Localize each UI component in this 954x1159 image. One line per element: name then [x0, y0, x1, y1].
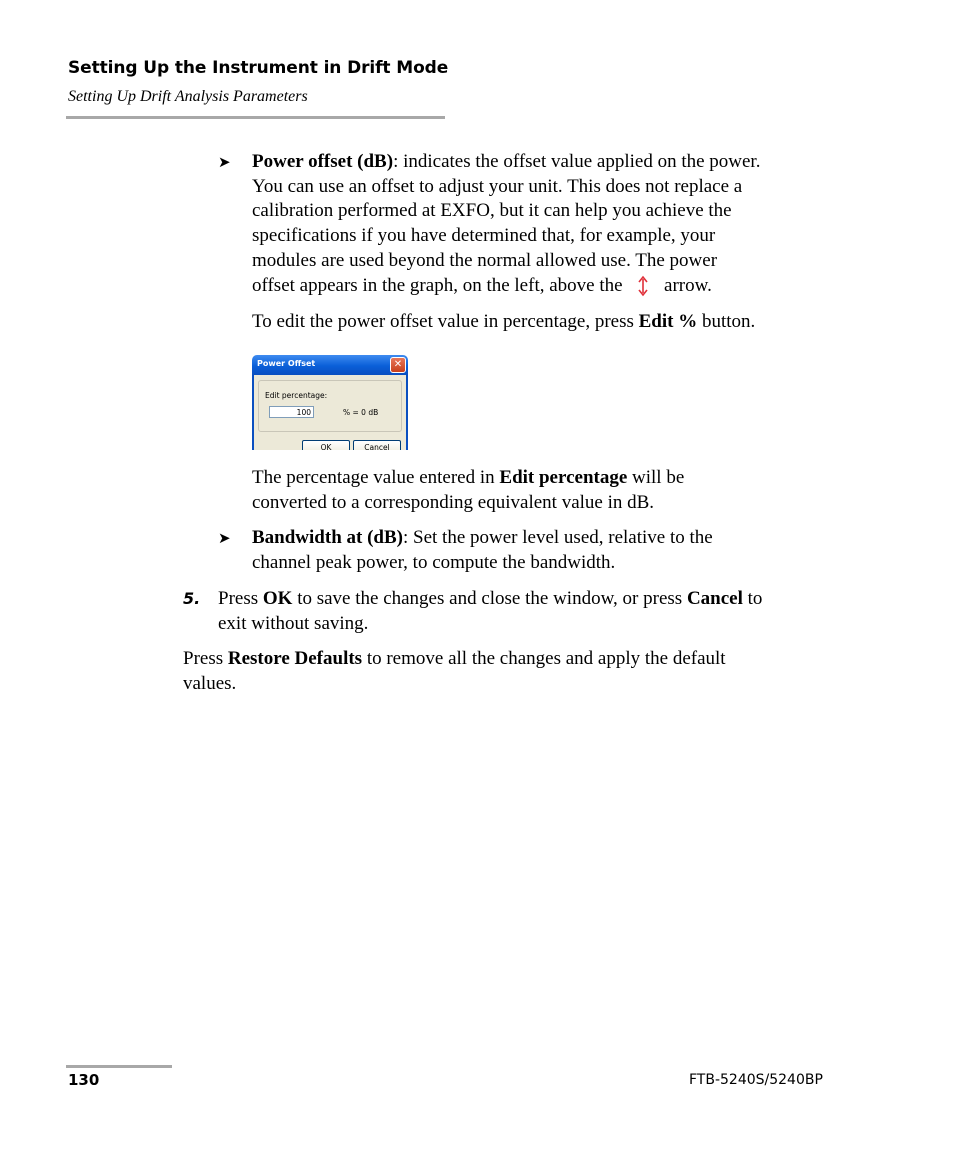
edit-percentage-label: Edit percentage: — [265, 391, 328, 400]
step-number: 5. — [183, 589, 201, 608]
bullet-arrow-icon: ➤ — [218, 531, 231, 547]
power-offset-item: Power offset (dB): indicates the offset value applied on the power. You can use an offset to adjust your unit. This does not replace a calibration performed at EXFO, but it can help you achieve the specifications if you have determined that, for example, your modules are used beyond the normal allowed use. The power offset appears in the graph, on the left, above the arrow. — [252, 151, 761, 296]
edit-percentage-input[interactable]: 100 — [269, 406, 314, 418]
bandwidth-item: Bandwidth at (dB): Set the power level used, relative to the channel peak power, to compute the bandwidth. — [252, 527, 713, 573]
dialog-titlebar — [252, 355, 408, 375]
edit-percent-note: To edit the power offset value in percentage, press Edit % button. — [252, 311, 756, 332]
dialog-title: Power Offset — [257, 359, 316, 368]
dialog-group-box — [258, 380, 402, 432]
step-5-text: Press OK to save the changes and close the window, or press Cancel to exit without saving. — [218, 588, 763, 634]
bandwidth-term: Bandwidth at (dB) — [252, 527, 403, 548]
page-number: 130 — [68, 1071, 100, 1089]
dialog-body — [252, 375, 408, 450]
header-divider — [66, 116, 445, 119]
vertical-double-arrow-icon — [631, 274, 655, 298]
percent-unit-readout: % = 0 dB — [343, 408, 379, 417]
power-offset-dialog — [252, 355, 408, 450]
section-title: Setting Up the Instrument in Drift Mode — [68, 58, 449, 78]
close-icon[interactable]: ✕ — [390, 357, 406, 373]
cancel-button[interactable]: Cancel — [353, 440, 401, 450]
bullet-arrow-icon: ➤ — [218, 155, 231, 171]
section-subtitle: Setting Up Drift Analysis Parameters — [68, 88, 308, 105]
product-model: FTB-5240S/5240BP — [689, 1072, 823, 1088]
footer-divider — [66, 1065, 172, 1068]
restore-defaults-text: Press Restore Defaults to remove all the changes and apply the default values. — [183, 648, 726, 694]
ok-button[interactable]: OK — [302, 440, 350, 450]
power-offset-term: Power offset (dB) — [252, 151, 394, 172]
percentage-note: The percentage value entered in Edit percentage will be converted to a corresponding equivalent value in dB. — [252, 467, 685, 513]
